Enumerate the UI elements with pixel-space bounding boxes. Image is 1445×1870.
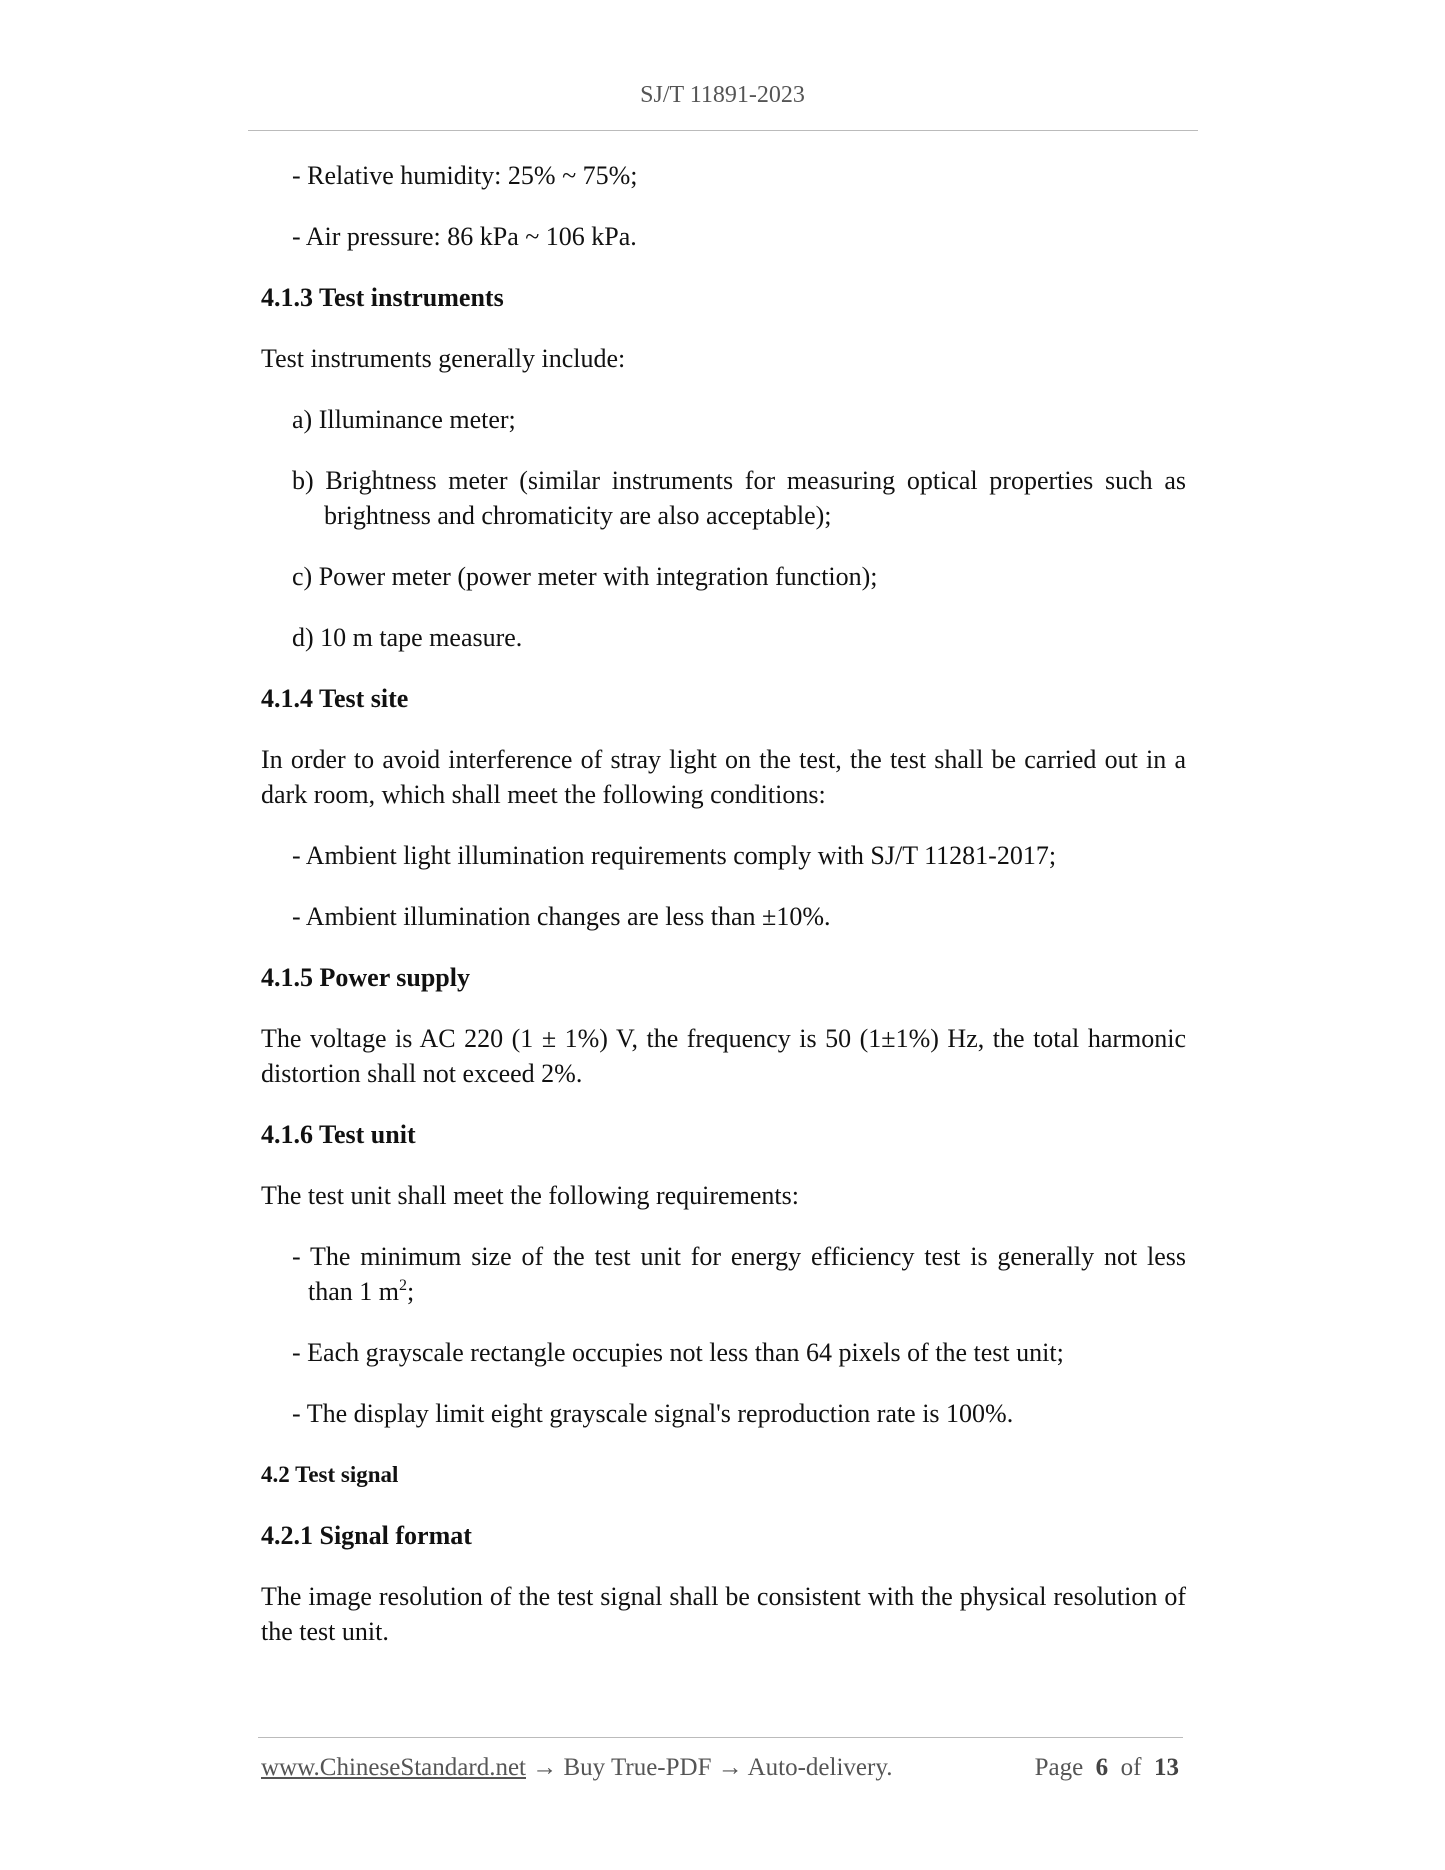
auto-delivery-text: Auto-delivery. xyxy=(747,1754,893,1781)
heading-4-1-5: 4.1.5 Power supply xyxy=(261,963,470,992)
of-label: of xyxy=(1120,1754,1142,1781)
footer-divider xyxy=(258,1737,1183,1738)
heading-4-1-6: 4.1.6 Test unit xyxy=(261,1120,416,1149)
buy-true-pdf-text: Buy True-PDF xyxy=(563,1754,712,1781)
current-page: 6 xyxy=(1095,1754,1109,1781)
document-body xyxy=(261,158,1186,1675)
total-pages: 13 xyxy=(1154,1754,1179,1781)
heading-4-1-4: 4.1.4 Test site xyxy=(261,684,409,713)
paragraph-4-1-5: The voltage is AC 220 (1 ± 1%) V, the frequency is 50 (1±1%) Hz, the total harmonic distortion shall not exceed 2%. xyxy=(261,1024,1186,1088)
page-footer xyxy=(261,1754,1179,1790)
bullet-grayscale-rectangle: - Each grayscale rectangle occupies not less than 64 pixels of the test unit; xyxy=(292,1338,1064,1367)
website-link[interactable]: www.ChineseStandard.net xyxy=(261,1754,526,1781)
heading-4-2: 4.2 Test signal xyxy=(261,1462,399,1487)
bullet-minimum-size-text: - The minimum size of the test unit for energy efficiency test is generally not less than 1 m xyxy=(292,1242,1186,1306)
header-divider xyxy=(248,130,1198,131)
page-number xyxy=(1035,1754,1179,1782)
bullet-ambient-light: - Ambient light illumination requirements comply with SJ/T 11281-2017; xyxy=(292,841,1057,870)
bullet-minimum-size-end: ; xyxy=(407,1277,415,1306)
paragraph-4-1-4: In order to avoid interference of stray light on the test, the test shall be carried out in a dark room, which shall meet the following conditions: xyxy=(261,745,1186,809)
paragraph-4-2-1: The image resolution of the test signal shall be consistent with the physical resolution of the test unit. xyxy=(261,1582,1186,1646)
bullet-relative-humidity: - Relative humidity: 25% ~ 75%; xyxy=(292,161,638,190)
arrow-right-icon: → xyxy=(532,1754,558,1781)
paragraph-4-1-6: The test unit shall meet the following requirements: xyxy=(261,1181,799,1210)
list-item-b: b) Brightness meter (similar instruments for measuring optical properties such as brightness and chromaticity are also acceptable); xyxy=(292,466,1186,530)
heading-4-1-3: 4.1.3 Test instruments xyxy=(261,283,504,312)
superscript-2: 2 xyxy=(399,1277,407,1294)
page-header-title: SJ/T 11891-2023 xyxy=(640,82,805,108)
list-item-d: d) 10 m tape measure. xyxy=(292,623,523,652)
page-label: Page xyxy=(1034,1754,1084,1781)
bullet-minimum-size xyxy=(292,1239,1186,1309)
bullet-air-pressure: - Air pressure: 86 kPa ~ 106 kPa. xyxy=(292,222,637,251)
list-item-c: c) Power meter (power meter with integration function); xyxy=(292,562,878,591)
list-item-a: a) Illuminance meter; xyxy=(292,405,516,434)
bullet-reproduction-rate: - The display limit eight grayscale signal's reproduction rate is 100%. xyxy=(292,1399,1014,1428)
heading-4-2-1: 4.2.1 Signal format xyxy=(261,1521,472,1550)
footer-promo xyxy=(261,1754,892,1782)
bullet-ambient-changes: - Ambient illumination changes are less than ±10%. xyxy=(292,902,831,931)
paragraph-4-1-3: Test instruments generally include: xyxy=(261,344,626,373)
arrow-right-icon: → xyxy=(717,1754,743,1781)
